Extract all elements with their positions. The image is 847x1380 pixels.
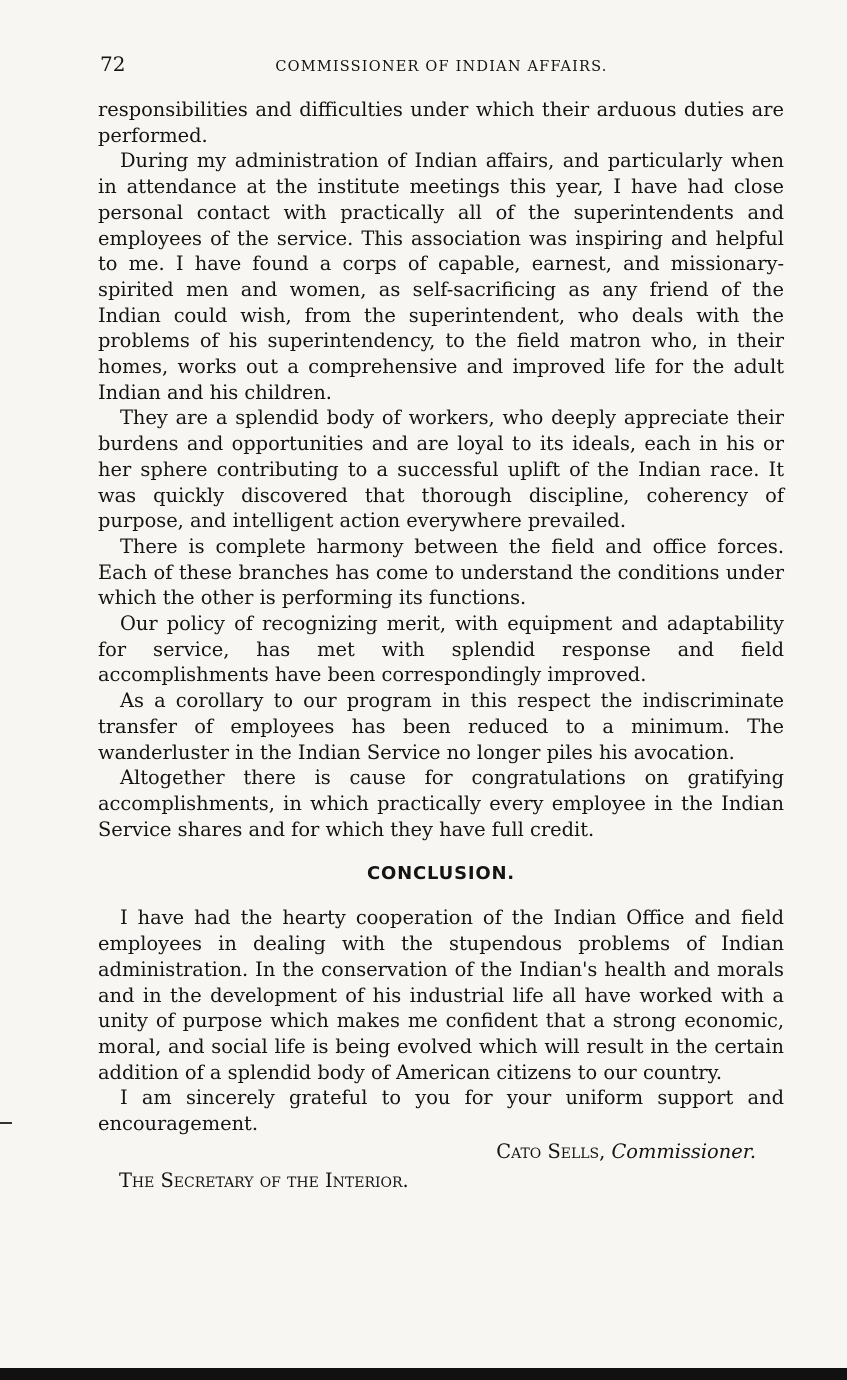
scan-edge-mark — [0, 1122, 12, 1124]
paragraph-continued: responsibilities and difficulties under which their arduous duties are performed. — [98, 98, 784, 147]
paragraph: I am sincerely grateful to you for your uniform support and encouragement. — [98, 1086, 784, 1136]
paragraph: I have had the hearty cooperation of the Indian Office and field employees in dealing with the stupendous problems of Indian administration. In the conservation of the Indian's health and morals and in the development of his industrial life all have worked with a unity of purpose which makes me confident that a strong economic, moral, and social life is being evolved which will result in the certain addition of a splendid body of American citizens to our country. — [98, 906, 784, 1084]
page-number: 72 — [100, 52, 126, 76]
paragraph: During my administration of Indian affairs, and particularly when in attendance at the institute meetings this year, I have had close personal contact with practically all of the superintendents and employees of the service. This association was inspiring and helpful to me. I have found a corps of capable, earnest, and missionary-spirited men and women, as self-sacrificing as any friend of the Indian could wish, from the superintendent, who deals with the problems of his superintendency, to the field matron who, in their homes, works out a comprehensive and improved life for the adult Indian and his children. — [98, 149, 784, 404]
paragraph: They are a splendid body of workers, who deeply appreciate their burdens and opportunities and are loyal to its ideals, each in his or her sphere contributing to a successful uplift of the Indian race. It was quickly discovered that thorough discipline, coherency of purpose, and intelligent action everywhere prevailed. — [98, 406, 784, 533]
paragraph: There is complete harmony between the field and office forces. Each of these branches has come to understand the conditions under which the other is performing its functions. — [98, 534, 784, 610]
signature — [98, 1139, 784, 1165]
addressee: The Secretary of the Interior. — [119, 1169, 409, 1193]
section-heading-conclusion: CONCLUSION. — [367, 863, 515, 885]
page-header — [100, 52, 783, 82]
running-head: COMMISSIONER OF INDIAN AFFAIRS. — [275, 59, 608, 75]
scan-bottom-border — [0, 1368, 847, 1380]
body-text — [98, 97, 784, 1194]
signature-name: Cato Sells, — [496, 1139, 606, 1163]
signature-title: Commissioner. — [611, 1139, 756, 1163]
paragraph: Altogether there is cause for congratulations on gratifying accomplishments, in which practically every employee in the Indian Service shares and for which they have full credit. — [98, 766, 784, 841]
paragraph: As a corollary to our program in this respect the indiscriminate transfer of employees has been reduced to a minimum. The wanderluster in the Indian Service no longer piles his avocation. — [98, 689, 784, 764]
paragraph: Our policy of recognizing merit, with equipment and adaptability for service, has met with splendid response and field accomplishments have been correspondingly improved. — [98, 612, 784, 687]
